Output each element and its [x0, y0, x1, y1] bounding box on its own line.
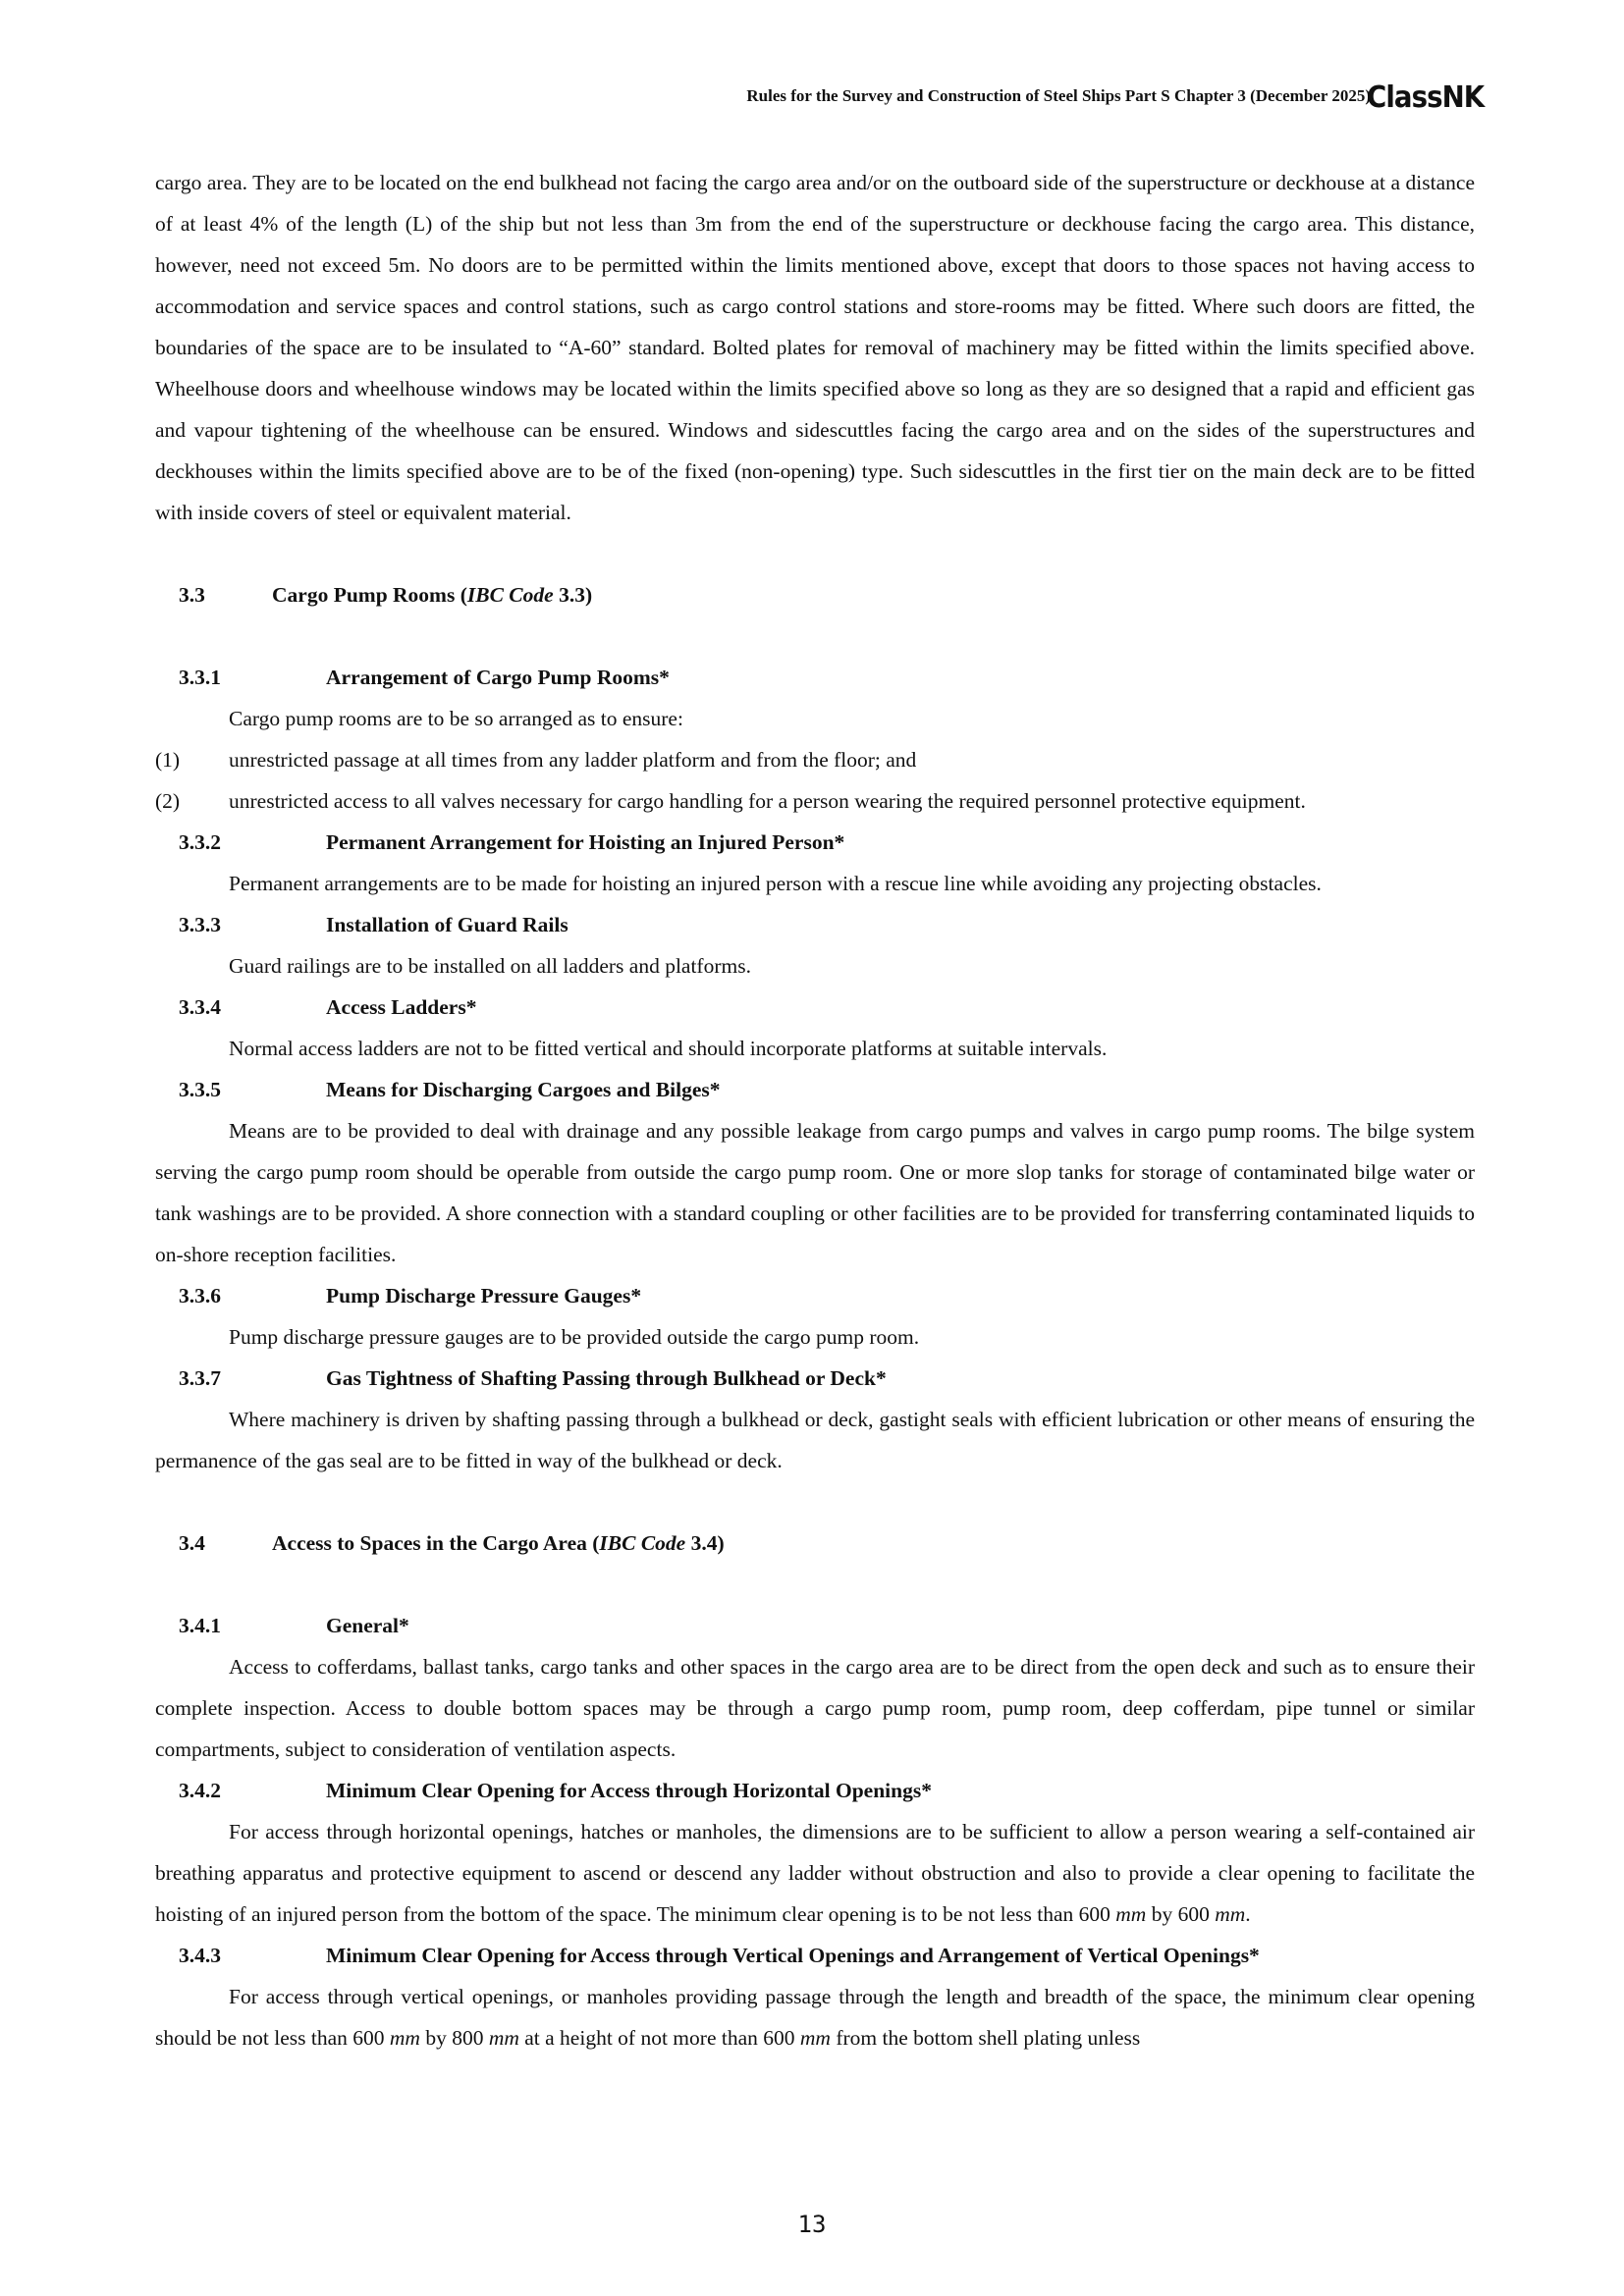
section-3-3-5-heading — [155, 1069, 1475, 1110]
section-title: Minimum Clear Opening for Access through Vertical Openings and Arrangement of Vertical Openings* — [326, 1944, 1260, 1967]
section-3-4-3-heading — [155, 1935, 1475, 1976]
section-number: 3.3.5 — [179, 1078, 221, 1101]
section-3-3-7-text: Where machinery is driven by shafting passing through a bulkhead or deck, gastight seals with efficient lubrication or other means of ensuring the permanence of the gas seal are to be fitted in way of the bulkhead or deck. — [155, 1408, 1475, 1472]
section-3-3-3-text: Guard railings are to be installed on all ladders and platforms. — [229, 954, 751, 978]
list-item-text: unrestricted passage at all times from any ladder platform and from the floor; and — [229, 748, 917, 772]
list-item-number: (2) — [155, 789, 181, 813]
section-title: Minimum Clear Opening for Access through Horizontal Openings* — [326, 1779, 932, 1802]
section-3-3-2-text: Permanent arrangements are to be made for hoisting an injured person with a rescue line while avoiding any projecting obstacles. — [229, 872, 1322, 895]
page-content — [155, 162, 1475, 2058]
section-title: Gas Tightness of Shafting Passing through Bulkhead or Deck* — [326, 1366, 887, 1390]
section-number: 3.3.3 — [179, 913, 221, 936]
section-title: General* — [326, 1614, 409, 1637]
section-title: Means for Discharging Cargoes and Bilges* — [326, 1078, 721, 1101]
section-number: 3.3.6 — [179, 1284, 221, 1308]
section-3-4-1-text: Access to cofferdams, ballast tanks, cargo tanks and other spaces in the cargo area are to be direct from the open deck and such as to ensure their complete inspection. Access to double bottom spaces may be through a cargo pump room, pump room, deep cofferdam, pipe tunnel or similar compartments, subject to consideration of ventilation aspects. — [155, 1655, 1475, 1761]
section-3-3-heading — [155, 574, 1475, 615]
section-number: 3.3.4 — [179, 995, 221, 1019]
section-number: 3.3.7 — [179, 1366, 221, 1390]
section-title: Permanent Arrangement for Hoisting an Injured Person* — [326, 830, 845, 854]
section-number: 3.3.2 — [179, 830, 221, 854]
section-title: Pump Discharge Pressure Gauges* — [326, 1284, 642, 1308]
page-header — [0, 80, 1624, 120]
section-number: 3.4 — [179, 1531, 205, 1555]
section-number: 3.4.2 — [179, 1779, 221, 1802]
section-3-4-1-heading — [155, 1605, 1475, 1646]
section-3-3-6-text: Pump discharge pressure gauges are to be provided outside the cargo pump room. — [229, 1325, 920, 1349]
section-3-4-2-heading — [155, 1770, 1475, 1811]
section-3-3-1-lead: Cargo pump rooms are to be so arranged as to ensure: — [229, 707, 683, 730]
list-item — [155, 780, 1475, 822]
section-3-3-6-heading — [155, 1275, 1475, 1316]
section-title: Installation of Guard Rails — [326, 913, 568, 936]
section-3-3-7-heading — [155, 1358, 1475, 1399]
section-3-4-3-text: For access through vertical openings, or manholes providing passage through the length and breadth of the space, the minimum clear opening should be not less than 600 mm by 800 mm at a height of not more than 600 mm from the bottom shell plating unless — [155, 1985, 1475, 2050]
list-item-number: (1) — [155, 748, 181, 772]
section-3-3-3-heading — [155, 904, 1475, 945]
section-number: 3.3 — [179, 583, 205, 607]
section-title: Access Ladders* — [326, 995, 477, 1019]
classnk-logo: ClassNK — [1367, 80, 1485, 115]
code-name: IBC Code — [466, 583, 554, 607]
list-item — [155, 739, 1475, 780]
section-3-4-heading — [155, 1522, 1475, 1564]
section-3-3-1-heading — [155, 657, 1475, 698]
section-title: Arrangement of Cargo Pump Rooms* — [326, 666, 670, 689]
section-3-3-2-heading — [155, 822, 1475, 863]
section-3-3-4-heading — [155, 987, 1475, 1028]
page-number: 13 — [797, 2211, 827, 2238]
code-name: IBC Code — [599, 1531, 686, 1555]
section-title: Cargo Pump Rooms (IBC Code 3.3) — [272, 583, 593, 607]
document-title: Rules for the Survey and Construction of Steel Ships Part S Chapter 3 (December 2025) — [746, 86, 1371, 105]
section-3-3-4-text: Normal access ladders are not to be fitted vertical and should incorporate platforms at suitable intervals. — [229, 1037, 1108, 1060]
intro-paragraph: cargo area. They are to be located on the end bulkhead not facing the cargo area and/or on the outboard side of the superstructure or deckhouse at a distance of at least 4% of the length (L) of the ship but not less than 3m from the end of the superstructure or deckhouse facing the cargo area. This distance, however, need not exceed 5m. No doors are to be permitted within the limits mentioned above, except that doors to those spaces not having access to accommodation and service spaces and control stations, such as cargo control stations and store-rooms may be fitted. Where such doors are fitted, the boundaries of the space are to be insulated to “A-60” standard. Bolted plates for removal of machinery may be fitted within the limits specified above. Wheelhouse doors and wheelhouse windows may be located within the limits specified above so long as they are so designed that a rapid and efficient gas and vapour tightening of the wheelhouse can be ensured. Windows and sidescuttles facing the cargo area and on the sides of the superstructures and deckhouses within the limits specified above are to be of the fixed (non-opening) type. Such sidescuttles in the first tier on the main deck are to be fitted with inside covers of steel or equivalent material. — [155, 171, 1475, 524]
section-3-4-2-text: For access through horizontal openings, hatches or manholes, the dimensions are to be sufficient to allow a person wearing a self-contained air breathing apparatus and protective equipment to ascend or descend any ladder without obstruction and also to provide a clear opening to facilitate the hoisting of an injured person from the bottom of the space. The minimum clear opening is to be not less than 600 mm by 600 mm. — [155, 1820, 1475, 1926]
section-number: 3.4.3 — [179, 1944, 221, 1967]
section-title: Access to Spaces in the Cargo Area (IBC Code 3.4) — [272, 1531, 725, 1555]
section-number: 3.4.1 — [179, 1614, 221, 1637]
list-item-text: unrestricted access to all valves necessary for cargo handling for a person wearing the required personnel protective equipment. — [229, 789, 1306, 813]
section-3-3-5-text: Means are to be provided to deal with drainage and any possible leakage from cargo pumps and valves in cargo pump rooms. The bilge system serving the cargo pump room should be operable from outside the cargo pump room. One or more slop tanks for storage of contaminated bilge water or tank washings are to be provided. A shore connection with a standard coupling or other facilities are to be provided for transferring contaminated liquids to on-shore reception facilities. — [155, 1119, 1475, 1266]
section-number: 3.3.1 — [179, 666, 221, 689]
